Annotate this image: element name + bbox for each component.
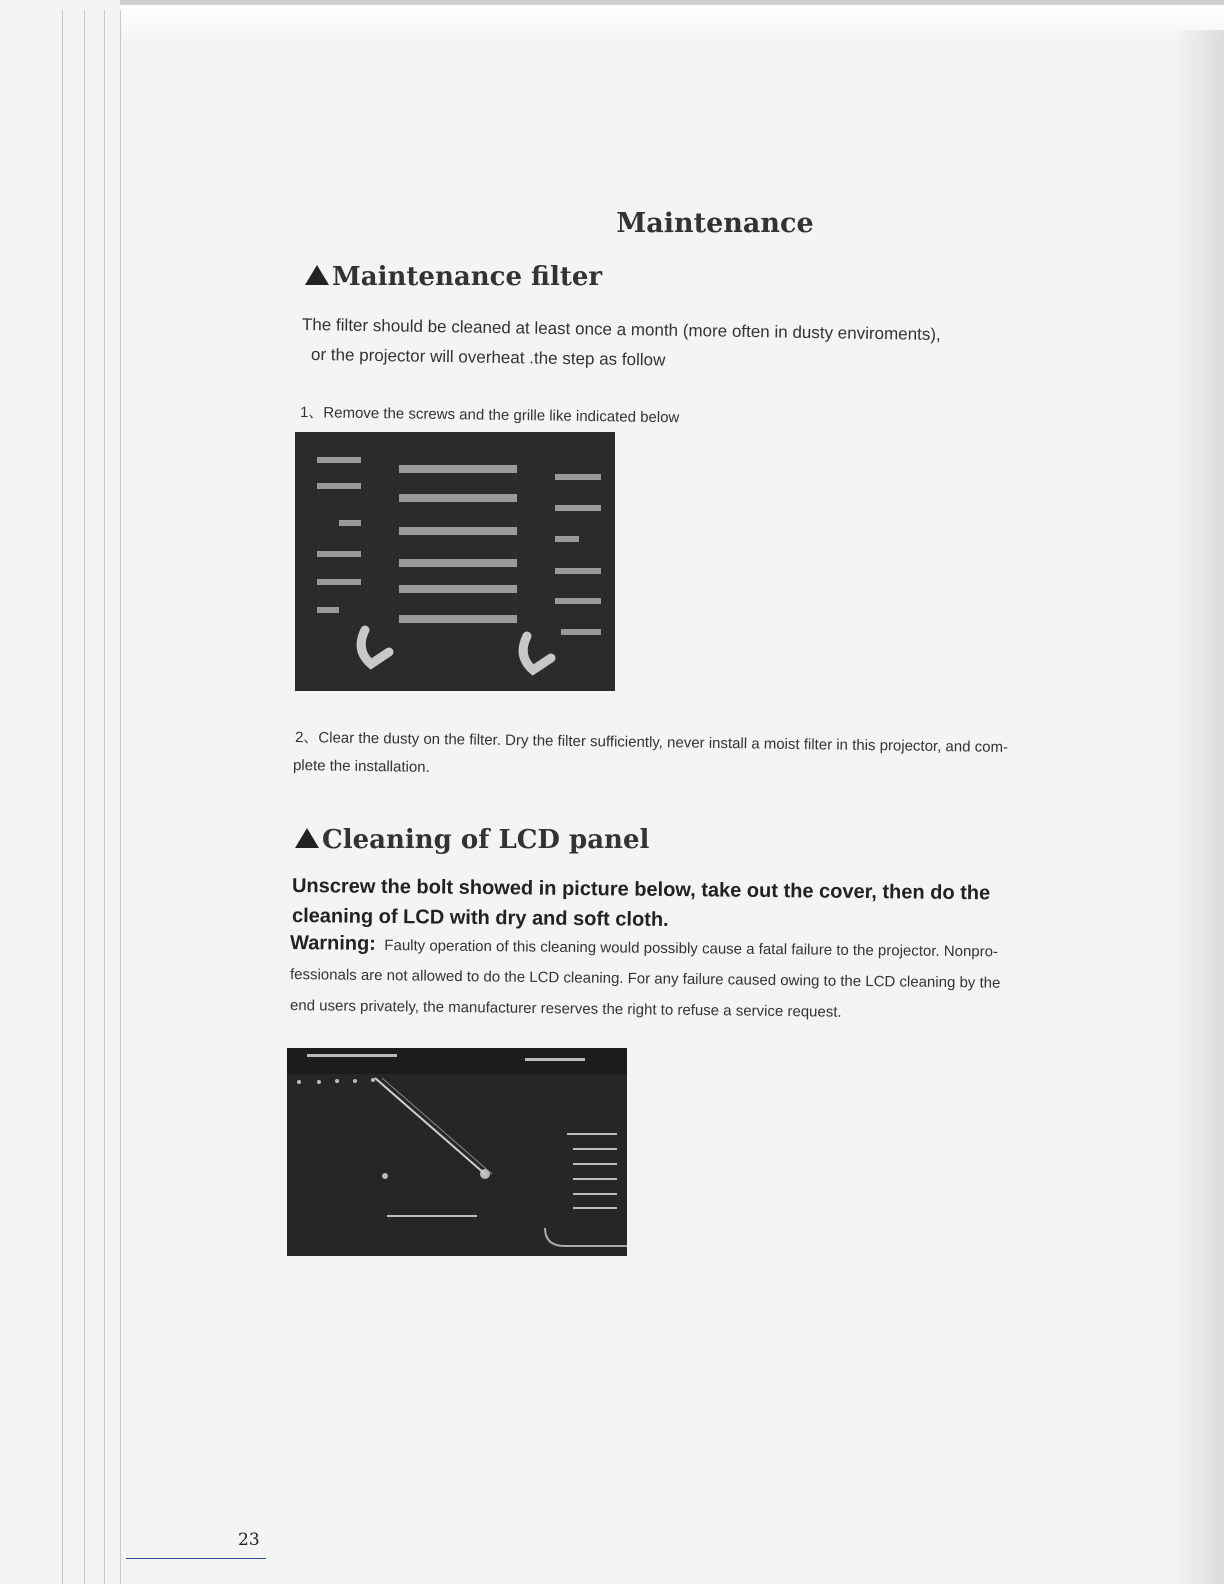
warning-line1	[290, 932, 998, 962]
filter-section-heading: Maintenance filter	[305, 262, 602, 292]
warning-text-line1: Faulty operation of this cleaning would possibly cause a fatal failure to the projector. Nonpro-	[384, 936, 999, 961]
page-top-edge	[120, 0, 1224, 41]
page-stack-edge	[84, 10, 85, 1584]
warning-text-line3: end users privately, the manufacturer reserves the right to refuse a service request.	[289, 997, 842, 1021]
grille-photo	[295, 432, 615, 691]
lcd-instruction-line2: cleaning of LCD with dry and soft cloth.	[291, 905, 669, 931]
lcd-instruction-line1: Unscrew the bolt showed in picture below, take out the cover, then do the	[291, 875, 991, 905]
triangle-bullet-icon	[295, 828, 319, 848]
filter-intro-line1: The filter should be cleaned at least once a month (more often in dusty enviroments),	[301, 315, 941, 345]
page-title: Maintenance	[616, 208, 814, 239]
grille-illustration	[295, 432, 615, 691]
page-stack-edge	[104, 10, 105, 1584]
lcd-illustration	[287, 1048, 627, 1256]
lcd-photo	[287, 1048, 627, 1256]
lcd-section-heading: Cleaning of LCD panel	[295, 825, 649, 855]
warning-text-line2: fessionals are not allowed to do the LCD cleaning. For any failure caused owing to the LCD cleaning by the	[289, 966, 1001, 992]
page-stack-edge	[62, 10, 63, 1584]
page-stack-edge	[120, 10, 121, 1584]
page-number: 23	[238, 1530, 260, 1550]
filter-step-2-line2: plete the installation.	[292, 757, 430, 776]
triangle-bullet-icon	[305, 265, 329, 285]
footer-rule	[126, 1558, 266, 1559]
filter-step-2-line1: 2、Clear the dusty on the filter. Dry the filter sufficiently, never install a moist filter in this projector, and com-	[294, 729, 1009, 756]
filter-intro-line2: or the projector will overheat .the step as follow	[310, 345, 666, 370]
warning-label: Warning:	[289, 932, 377, 955]
page-shadow	[1174, 30, 1224, 1584]
filter-step-1: 1、Remove the screws and the grille like indicated below	[299, 404, 680, 427]
